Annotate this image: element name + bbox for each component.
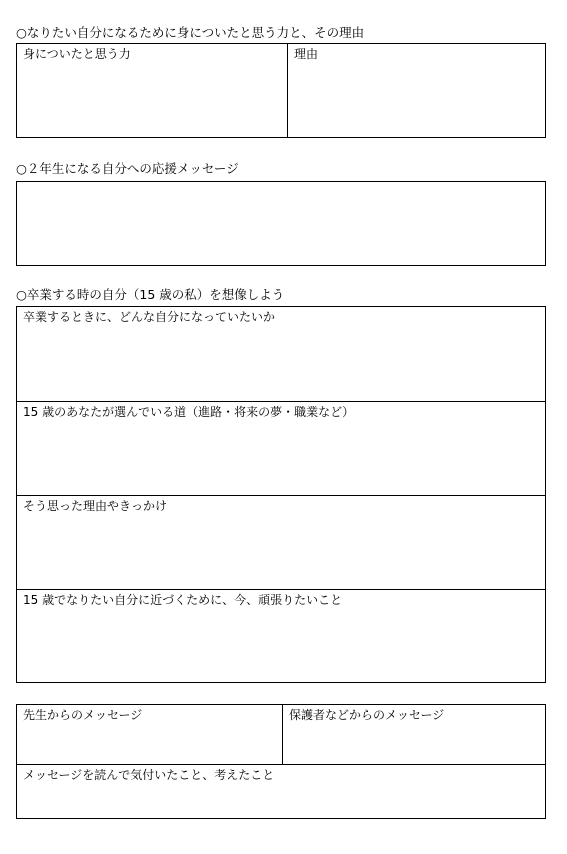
skills-label: 身についたと思う力 [23,47,131,61]
reflection-field[interactable] [17,765,545,818]
motivation-field[interactable] [17,496,545,589]
skills-field[interactable] [17,44,287,137]
reflection-label: メッセージを読んで気付いたこと、考えたこと [23,768,275,782]
future-self-label: 卒業するときに、どんな自分になっていたいか [23,310,276,324]
chosen-path-field[interactable] [17,402,545,495]
cheer-message-field[interactable] [16,181,546,266]
guardian-message-field[interactable] [283,705,545,764]
chosen-path-label: 15 歳のあなたが選んでいる道（進路・将来の夢・職業など） [23,405,355,419]
section3-table [16,306,546,683]
motivation-label: そう思った理由やきっかけ [23,499,168,513]
future-self-field[interactable] [17,307,545,401]
section2-heading: ○２年生になる自分への応援メッセージ [16,161,239,176]
teacher-message-field[interactable] [17,705,282,764]
teacher-message-label: 先生からのメッセージ [23,708,143,722]
effort-field[interactable] [17,590,545,682]
guardian-message-label: 保護者などからのメッセージ [289,708,445,722]
reason-label: 理由 [294,47,319,61]
section4-table [16,704,546,819]
section1-table [16,43,546,138]
section1-heading: ○なりたい自分になるために身についたと思う力と、その理由 [16,25,365,40]
reason-field[interactable] [288,44,545,137]
effort-label: 15 歳でなりたい自分に近づくために、今、頑張りたいこと [23,593,343,607]
section3-heading: ○卒業する時の自分（15 歳の私）を想像しよう [16,287,285,302]
